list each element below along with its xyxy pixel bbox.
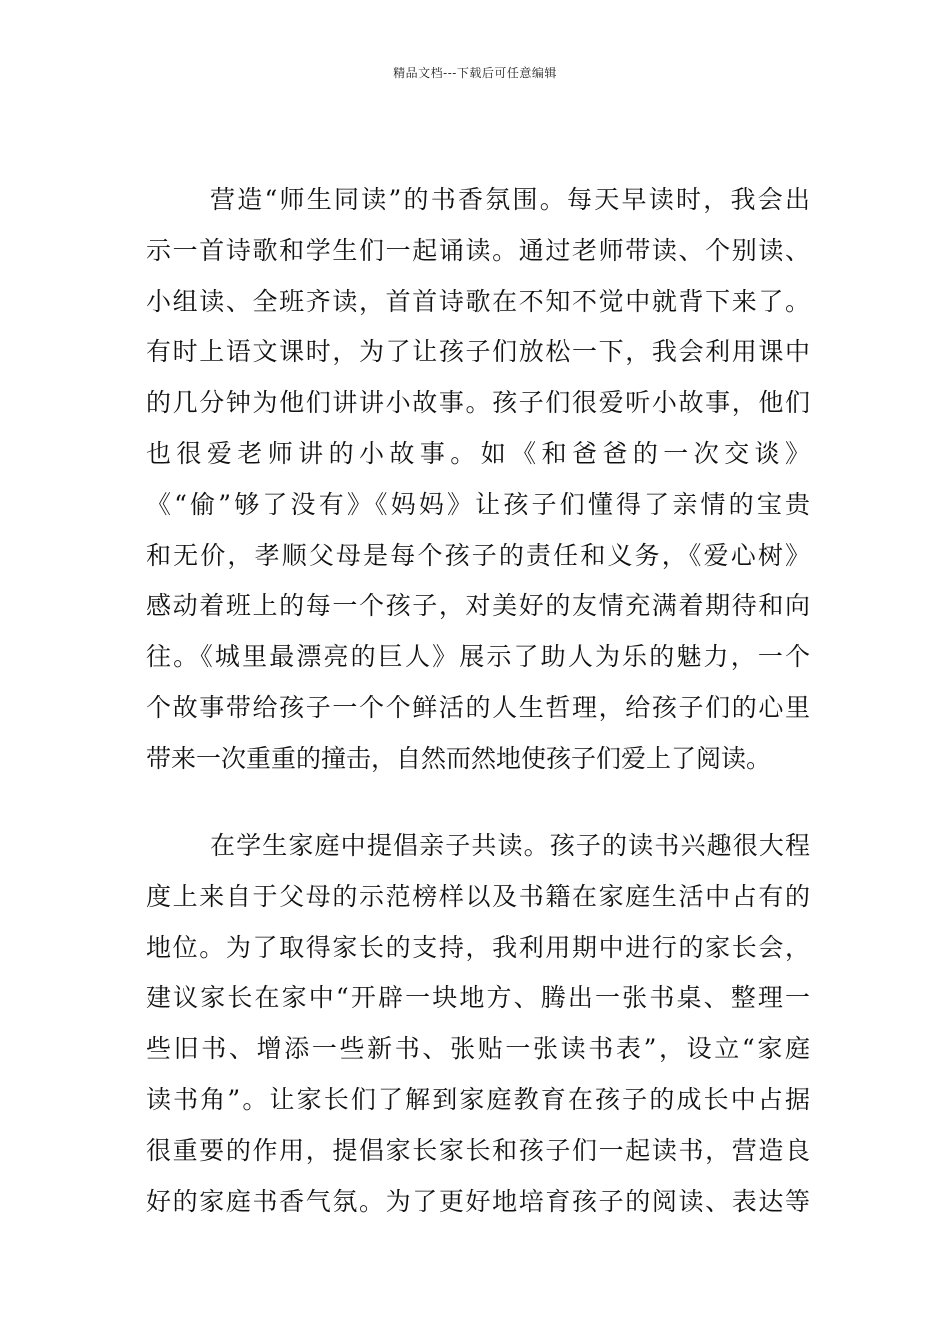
paragraph-line: 营造“师生同读”的书香氛围。每天早读时，我会出 [210,185,810,214]
paragraph-line: 好的家庭书香气氛。为了更好地培育孩子的阅读、表达等 [146,1186,810,1216]
paragraph-line: 和无价，孝顺父母是每个孩子的责任和义务，《爱心树》 [146,540,810,570]
paragraph-line: 往。《城里最漂亮的巨人》展示了助人为乐的魅力，一个 [146,642,810,672]
paragraph-line: 有时上语文课时，为了让孩子们放松一下，我会利用课中 [146,337,810,367]
paragraph-line: 很重要的作用，提倡家长家长和孩子们一起读书，营造良 [146,1135,810,1165]
paragraph-family-reading [146,821,810,1227]
paragraph-line: 地位。为了取得家长的支持，我利用期中进行的家长会， [146,932,810,962]
paragraph-line: 在学生家庭中提倡亲子共读。孩子的读书兴趣很大程 [210,831,810,860]
paragraph-line: 读书角”。让家长们了解到家庭教育在孩子的成长中占据 [146,1084,810,1114]
paragraph-line: 《“偷”够了没有》《妈妈》让孩子们懂得了亲情的宝贵 [146,489,810,519]
paragraph-line: 些旧书、增添一些新书、张贴一张读书表”，设立“家庭 [146,1034,810,1064]
paragraph-line: 的几分钟为他们讲讲小故事。孩子们很爱听小故事，他们 [146,388,810,418]
paragraph-line: 建议家长在家中“开辟一块地方、腾出一张书桌、整理一 [146,983,810,1013]
paragraph-line: 也很爱老师讲的小故事。如《和爸爸的一次交谈》 [146,438,810,468]
paragraph-line: 示一首诗歌和学生们一起诵读。通过老师带读、个别读、 [146,235,810,265]
paragraph-shared-reading [146,175,810,785]
paragraph-line: 感动着班上的每一个孩子，对美好的友情充满着期待和向 [146,591,810,621]
paragraph-line: 带来一次重重的撞击，自然而然地使孩子们爱上了阅读。 [146,743,772,773]
page-header: 精品文档---下载后可任意编辑 [393,66,557,80]
paragraph-line: 小组读、全班齐读，首首诗歌在不知不觉中就背下来了。 [146,286,810,316]
paragraph-line: 度上来自于父母的示范榜样以及书籍在家庭生活中占有的 [146,881,810,911]
paragraph-line: 个故事带给孩子一个个鲜活的人生哲理，给孩子们的心里 [146,692,810,722]
